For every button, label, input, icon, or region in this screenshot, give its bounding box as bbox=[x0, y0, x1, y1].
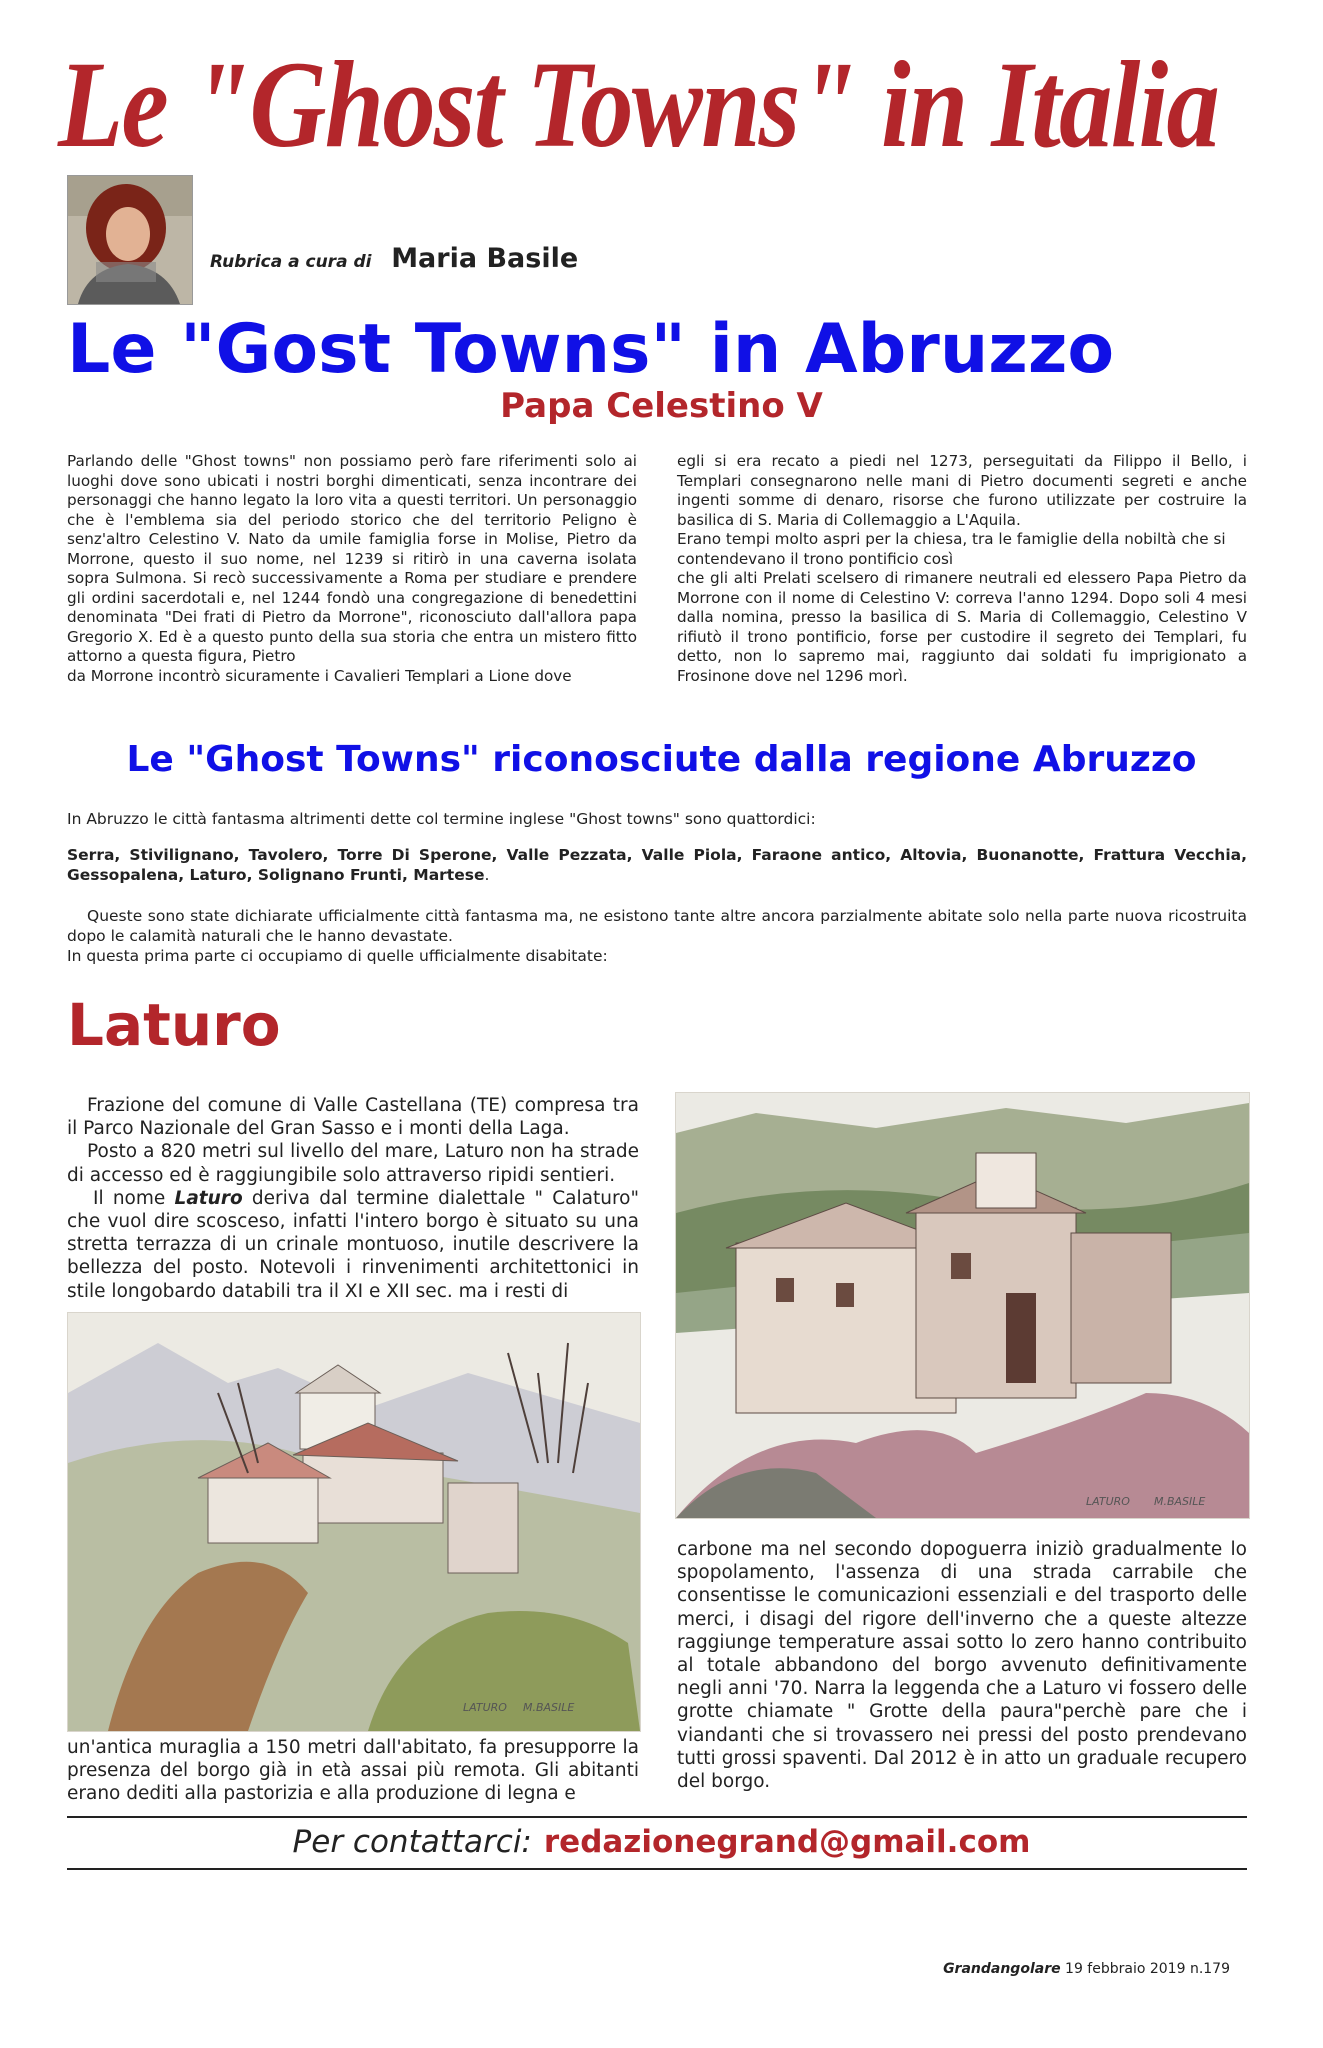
author-photo bbox=[67, 175, 193, 305]
laturo-paragraph-2: Posto a 820 metri sul livello del mare, Laturo non ha strade di accesso ed è raggiungibile solo attraverso ripidi sentieri. bbox=[67, 1141, 639, 1186]
laturo-sketch-left bbox=[67, 1312, 641, 1732]
sketch-left-caption: LATURO bbox=[463, 1701, 507, 1714]
page-footer bbox=[900, 1960, 1230, 1978]
towns-end: . bbox=[484, 866, 490, 884]
contact-line bbox=[0, 1822, 1323, 1862]
section-title: Le "Ghost Towns" riconosciute dalla regione Abruzzo bbox=[126, 739, 1197, 780]
section-note bbox=[67, 906, 1247, 966]
laturo-name-emphasis: Laturo bbox=[174, 1187, 243, 1209]
note-paragraph-2: In questa prima parte ci occupiamo di quelle ufficialmente disabitate: bbox=[67, 947, 608, 965]
intro-right-paragraph-2: Erano tempi molto aspri per la chiesa, tra le famiglie della nobiltà che si contendevano il trono pontificio così bbox=[677, 530, 1226, 568]
laturo-text-left-bottom bbox=[67, 1736, 639, 1806]
intro-left-paragraph: Parlando delle "Ghost towns" non possiamo però fare riferimenti solo ai luoghi dove sono ubicati i nostri borghi dimenticati, senza incontrare dei personaggi che hanno legato la loro vita a questi territori. Un personaggio che è l'emblema sia del periodo storico che del territorio Peligno è senz'altro Celestino V. Nato da umile famiglia forse in Molise, Pietro da Morrone, questo il suo nome, nel 1239 si ritirò in una caverna isolata sopra Sulmona. Si recò successivamente a Roma per studiare e prendere gli ordini sacerdotali e, nel 1244 fondò una congregazione di benedettini denominata "Dei frati di Pietro da Morrone", riconosciuto dall'allora papa Gregorio X. Ed è a questo punto della sua storia che entra un mistero fitto attorno a questa figura, Pietro bbox=[67, 452, 637, 665]
contact-rule-bottom bbox=[67, 1868, 1247, 1870]
laturo-paragraph-3 bbox=[67, 1187, 639, 1303]
contact-rule-top bbox=[67, 1816, 1247, 1818]
intro-left-last-line: da Morrone incontrò sicuramente i Cavalieri Templari a Lione dove bbox=[67, 666, 572, 685]
intro-right-paragraph-3: che gli alti Prelati scelsero di rimanere neutrali ed elessero Papa Pietro da Morrone con il nome di Celestino V: correva l'anno 1294. Dopo soli 4 mesi dalla nomina, presso la basilica di S. Maria di Collemaggio, Celestino V rifiutò il trono pontificio, forse per custodire il segreto dei Templari, fu detto, non lo sapremo mai, raggiunto dai soldati fu imprigionato a Frosinone dove nel 1296 morì. bbox=[677, 569, 1247, 685]
intro-right-paragraph-1: egli si era recato a piedi nel 1273, perseguitati da Filippo il Bello, i Templari consegnarono nelle mani di Pietro documenti segreti e anche ingenti somme di denaro, risorse che furono utilizzate per costruire la basilica di S. Maria di Collemaggio a L'Aquila. bbox=[677, 452, 1247, 529]
byline-lead: Rubrica a cura di bbox=[210, 252, 372, 272]
article-subtitle: Papa Celestino V bbox=[500, 386, 823, 426]
towns-list bbox=[67, 845, 1247, 885]
laturo-p3-pre: Il nome bbox=[93, 1187, 175, 1209]
masthead-title: Le "Ghost Towns" in Italia bbox=[58, 36, 1219, 173]
section-intro: In Abruzzo le città fantasma altrimenti dette col termine inglese "Ghost towns" sono quattordici: bbox=[67, 810, 816, 828]
contact-label: Per contattarci: bbox=[292, 1824, 532, 1860]
note-paragraph-1: Queste sono state dichiarate ufficialmente città fantasma ma, ne esistono tante altre ancora parzialmente abitate solo nella parte nuova ricostruita dopo le calamità naturali che le hanno devastate. bbox=[67, 907, 1247, 945]
sketch-right-caption: LATURO bbox=[1086, 1495, 1130, 1508]
author-name: Maria Basile bbox=[391, 243, 579, 274]
laturo-sketch-left-image bbox=[68, 1313, 640, 1731]
laturo-sketch-right-image bbox=[676, 1093, 1249, 1518]
intro-column-left bbox=[67, 452, 637, 686]
laturo-p3-post: deriva dal termine dialettale " Calaturo" che vuol dire scosceso, infatti l'intero borgo è situato su una stretta terrazza di un crinale montuoso, inutile descrivere la bellezza del posto. Notevoli i rinvenimenti architettonici in stile longobardo databili tra il XI e XII sec. ma i resti di bbox=[67, 1187, 639, 1302]
contact-email-link[interactable]: redazionegrand@gmail.com bbox=[543, 1824, 1031, 1860]
laturo-text-right-bottom bbox=[677, 1538, 1247, 1793]
towns-names: Serra, Stivilignano, Tavolero, Torre Di Sperone, Valle Pezzata, Valle Piola, Faraone antico, Altovia, Buonanotte, Frattura Vecchia, Gessopalena, Laturo, Solignano Frunti, Martese bbox=[67, 846, 1247, 884]
sketch-right-signature: M.BASILE bbox=[1154, 1495, 1206, 1508]
laturo-paragraph-1: Frazione del comune di Valle Castellana (TE) compresa tra il Parco Nazionale del Gran Sasso e i monti della Laga. bbox=[67, 1095, 639, 1140]
laturo-text-top bbox=[67, 1094, 639, 1303]
laturo-paragraph-4: un'antica muraglia a 150 metri dall'abitato, fa presupporre la presenza del borgo già in età assai più remota. Gli abitanti erano dediti alla pastorizia e alla produzione di legna e bbox=[67, 1737, 639, 1805]
intro-column-right bbox=[677, 452, 1247, 686]
sketch-left-signature: M.BASILE bbox=[523, 1701, 575, 1714]
byline bbox=[210, 243, 578, 274]
footer-publication: Grandangolare bbox=[943, 1961, 1061, 1977]
laturo-title: Laturo bbox=[67, 991, 281, 1059]
author-portrait-image bbox=[68, 176, 192, 304]
article-title: Le "Gost Towns" in Abruzzo bbox=[67, 310, 1115, 389]
laturo-sketch-right bbox=[675, 1092, 1250, 1519]
laturo-paragraph-5: carbone ma nel secondo dopoguerra iniziò gradualmente lo spopolamento, l'assenza di una strada carrabile che consentisse le comunicazioni essenziali e del trasporto delle merci, i disagi del rigore dell'inverno che a queste altezze raggiunge temperature assai sotto lo zero hanno contribuito al totale abbandono del borgo avvenuto definitivamente negli anni '70. Narra la leggenda che a Laturo vi fossero delle grotte chiamate " Grotte della paura"perchè pare che i viandanti che si trovassero nei pressi del posto prendevano tutti grossi spaventi. Dal 2012 è in atto un graduale recupero del borgo. bbox=[677, 1539, 1247, 1793]
footer-issue: 19 febbraio 2019 n.179 bbox=[1065, 1961, 1230, 1977]
